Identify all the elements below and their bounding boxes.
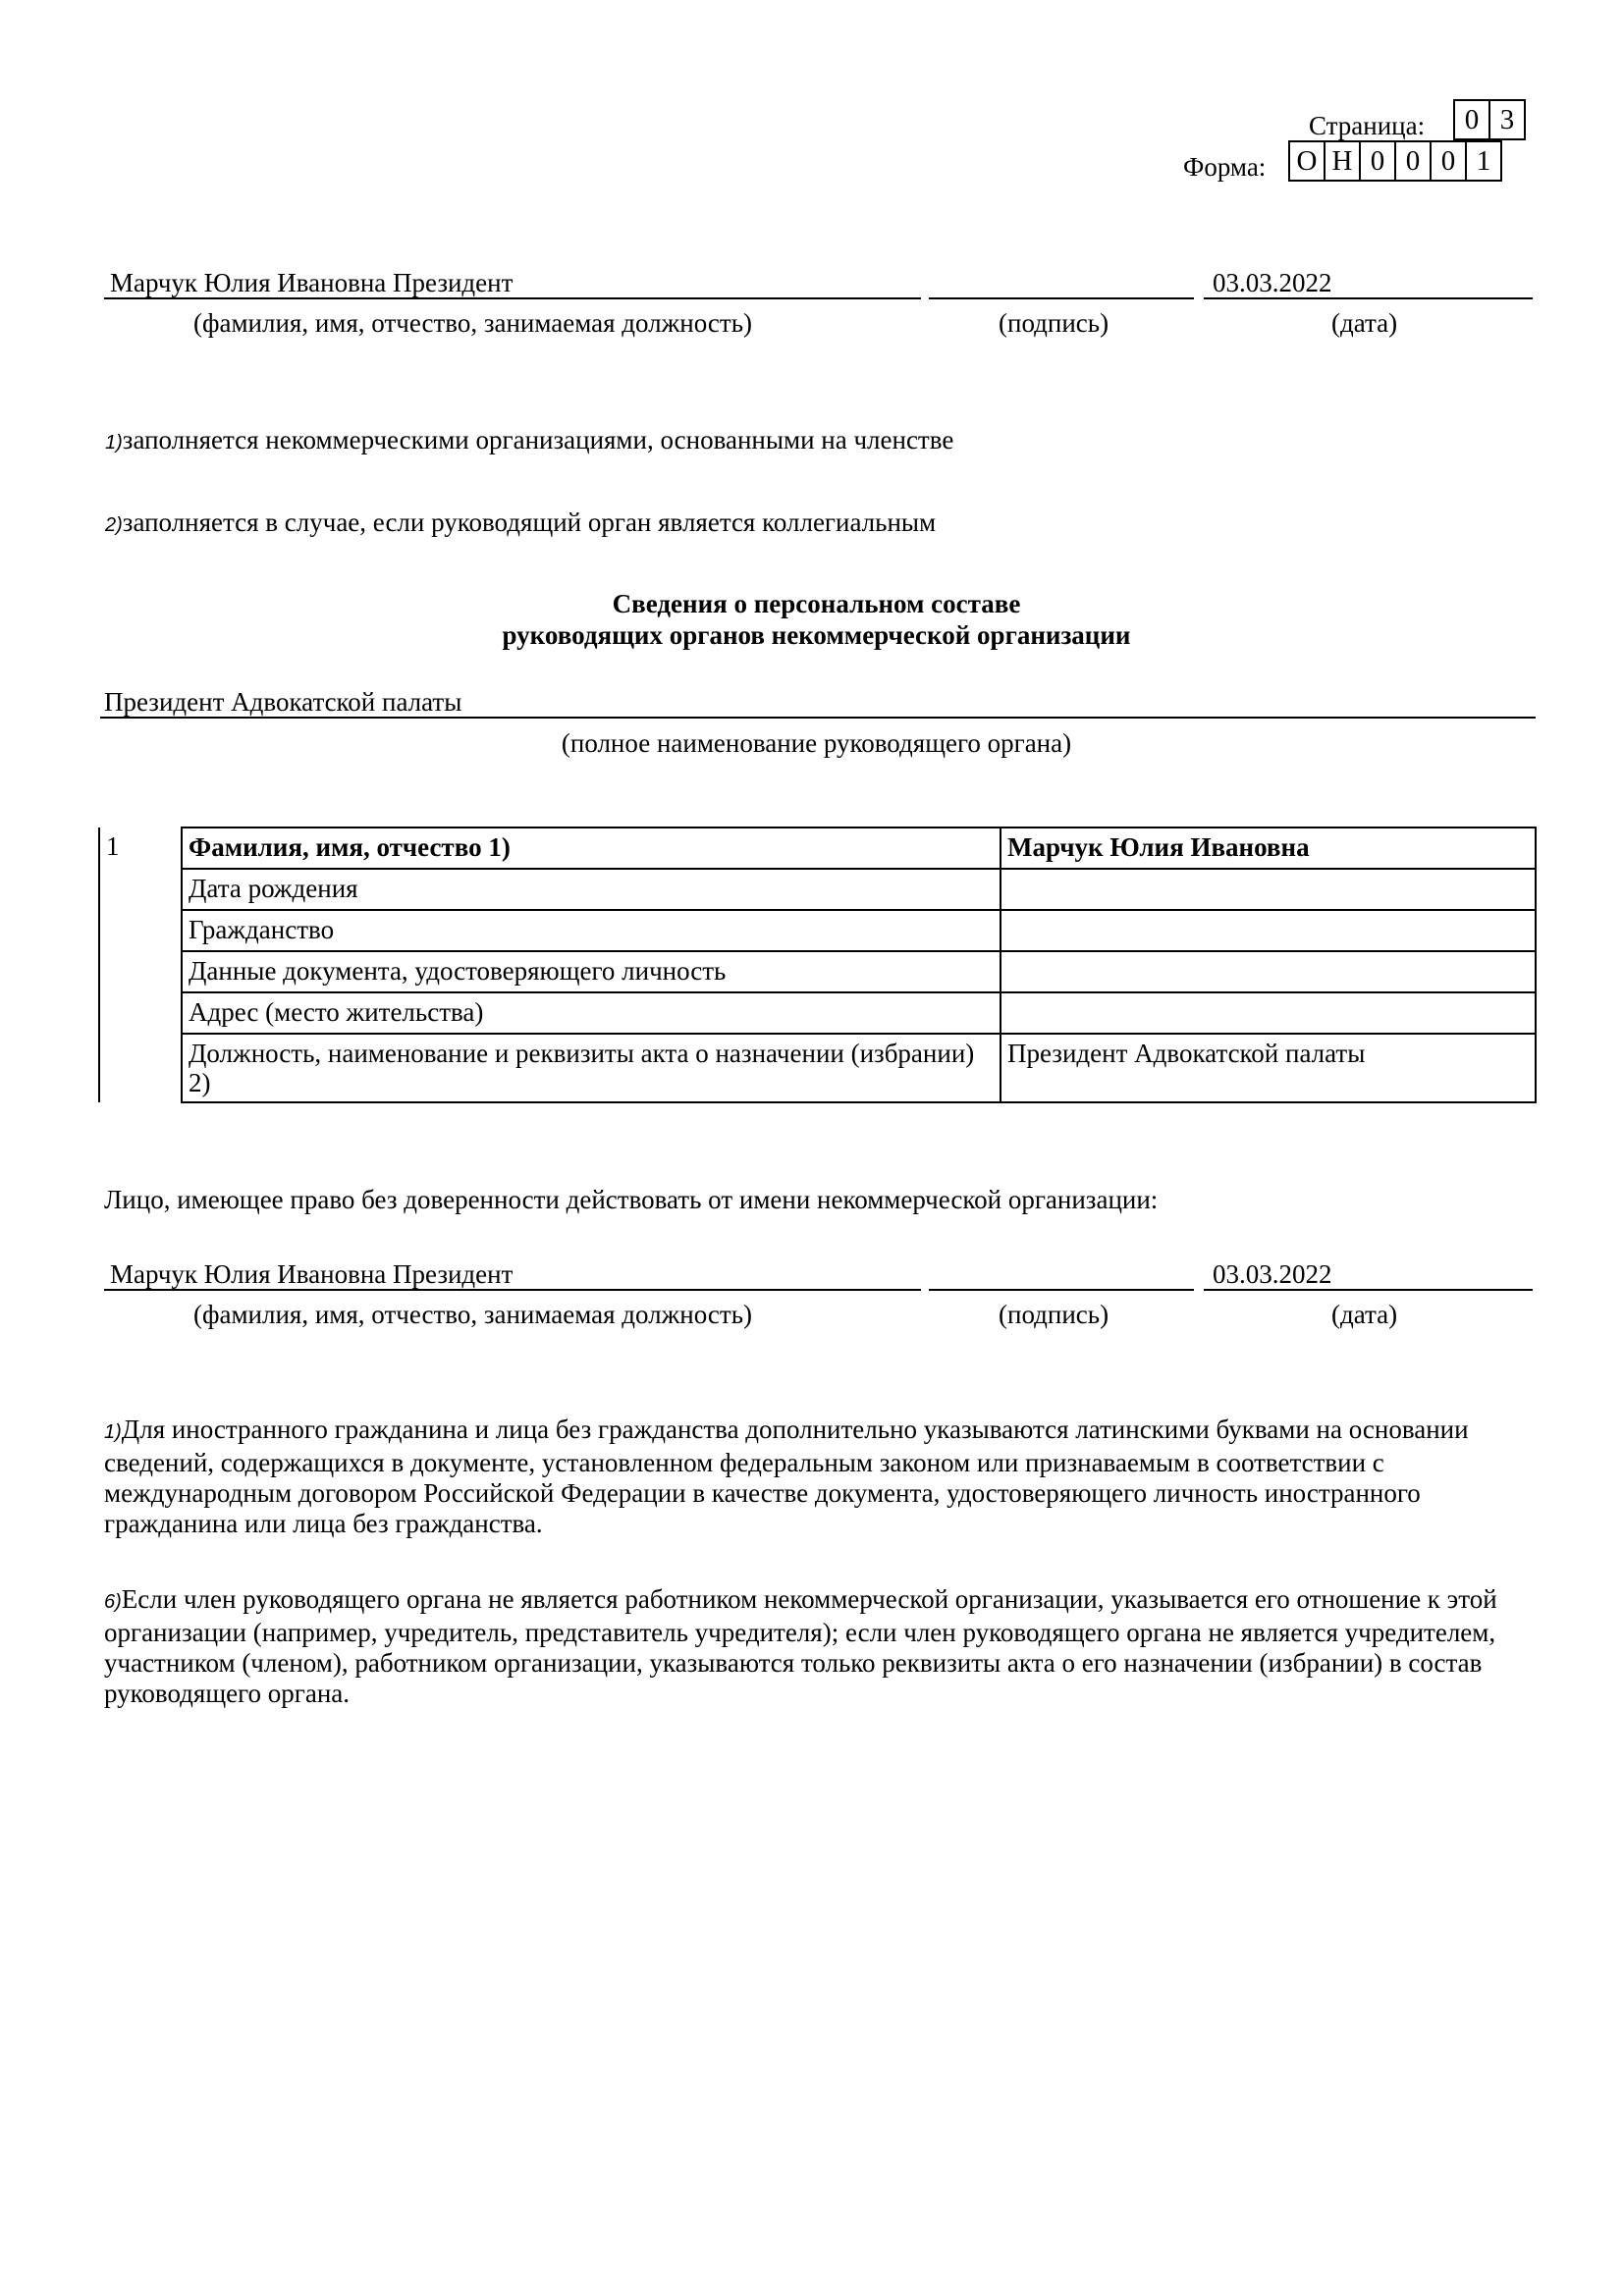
footnote-mark: 1): [104, 1421, 122, 1443]
date-underline: [1204, 297, 1533, 299]
page-number-boxes: [1455, 99, 1526, 140]
table-row: [99, 1034, 1536, 1102]
row-value: [1001, 951, 1536, 992]
signer-name-position: Марчук Юлия Ивановна Президент: [110, 1259, 514, 1289]
section-title-line2: руководящих органов некоммерческой организации: [502, 620, 1131, 650]
table-row: [99, 992, 1536, 1034]
footnote-text: Если член руководящего органа не является работником некоммерческой организации, указывается его отношение к этой организации (например, учредитель, представитель учредителя); если член руководящего органа не является учредителем, участником (членом), работником организации, указываются только реквизиты акта о его назначении (избрании) в состав руководящего органа.: [104, 1584, 1497, 1708]
caption-signature: (подпись): [999, 1300, 1109, 1329]
form-char-box: 0: [1394, 140, 1432, 182]
members-table: [98, 827, 1537, 1103]
footnote-mark: 1): [105, 432, 123, 454]
caption-name: (фамилия, имя, отчество, занимаемая должность): [193, 308, 753, 338]
signature-date: 03.03.2022: [1213, 1259, 1332, 1289]
note-top-1: [105, 424, 953, 458]
caption-date: (дата): [1331, 308, 1398, 338]
table-row: [99, 910, 1536, 951]
row-label: Дата рождения: [182, 869, 1001, 910]
signature-underline[interactable]: [929, 297, 1194, 299]
caption-date: (дата): [1331, 1300, 1398, 1329]
table-row: [99, 951, 1536, 992]
table-row: [99, 869, 1536, 910]
form-char-box: 0: [1359, 140, 1396, 182]
note-text: заполняется в случае, если руководящий орган является коллегиальным: [122, 507, 937, 537]
table-row: [99, 828, 1536, 869]
governing-body-name: Президент Адвокатской палаты: [104, 687, 462, 717]
form-char-box: Н: [1324, 140, 1361, 182]
note-text: заполняется некоммерческими организациями, основанными на членстве: [122, 425, 954, 454]
footnote-mark: 2): [105, 514, 123, 536]
row-label: Адрес (место жительства): [182, 992, 1001, 1034]
footnote-text: Для иностранного гражданина и лица без гражданства дополнительно указываются латинскими буквами на основании сведений, содержащихся в документе, установленном федеральным законом или признаваемым в соответствии с международным договором Российской Федерации в качестве документа, удостоверяющего личность иностранного гражданина или лица без гражданства.: [104, 1415, 1469, 1538]
row-label: Фамилия, имя, отчество 1): [182, 828, 1001, 869]
section-title-line1: Сведения о персональном составе: [612, 589, 1021, 618]
page-digit-box: 0: [1453, 99, 1490, 140]
footnote-mark: 6): [104, 1591, 122, 1613]
authority-text: Лицо, имеющее право без доверенности действовать от имени некоммерческой организации:: [104, 1185, 1159, 1214]
footnote-6: [104, 1584, 1538, 1709]
page-digit-box: 3: [1488, 99, 1526, 140]
row-label: Данные документа, удостоверяющего личность: [182, 951, 1001, 992]
date-underline: [1204, 1289, 1533, 1291]
form-label: Форма:: [1183, 152, 1267, 182]
row-value: Марчук Юлия Ивановна: [1001, 828, 1536, 869]
governing-body-underline: [100, 717, 1536, 719]
footnote-1: [104, 1415, 1538, 1539]
signer-name-position: Марчук Юлия Ивановна Президент: [110, 268, 514, 297]
row-value: Президент Адвокатской палаты: [1001, 1034, 1536, 1102]
member-number: 1: [99, 828, 182, 1102]
row-value: [1001, 992, 1536, 1034]
signer-underline: [104, 1289, 921, 1291]
row-value: [1001, 869, 1536, 910]
governing-body-caption: (полное наименование руководящего органа): [561, 728, 1072, 758]
page-label: Страница:: [1309, 111, 1426, 140]
form-char-box: 1: [1465, 140, 1502, 182]
signature-date: 03.03.2022: [1213, 268, 1332, 297]
form-char-box: 0: [1430, 140, 1467, 182]
row-value: [1001, 910, 1536, 951]
form-char-box: О: [1288, 140, 1325, 182]
note-top-2: [105, 507, 936, 541]
caption-name: (фамилия, имя, отчество, занимаемая должность): [193, 1300, 753, 1329]
signature-underline[interactable]: [929, 1289, 1194, 1291]
form-code-boxes: [1290, 140, 1502, 182]
row-label: Гражданство: [182, 910, 1001, 951]
row-label: Должность, наименование и реквизиты акта о назначении (избрании) 2): [182, 1034, 1001, 1102]
signer-underline: [104, 297, 921, 299]
caption-signature: (подпись): [999, 308, 1109, 338]
